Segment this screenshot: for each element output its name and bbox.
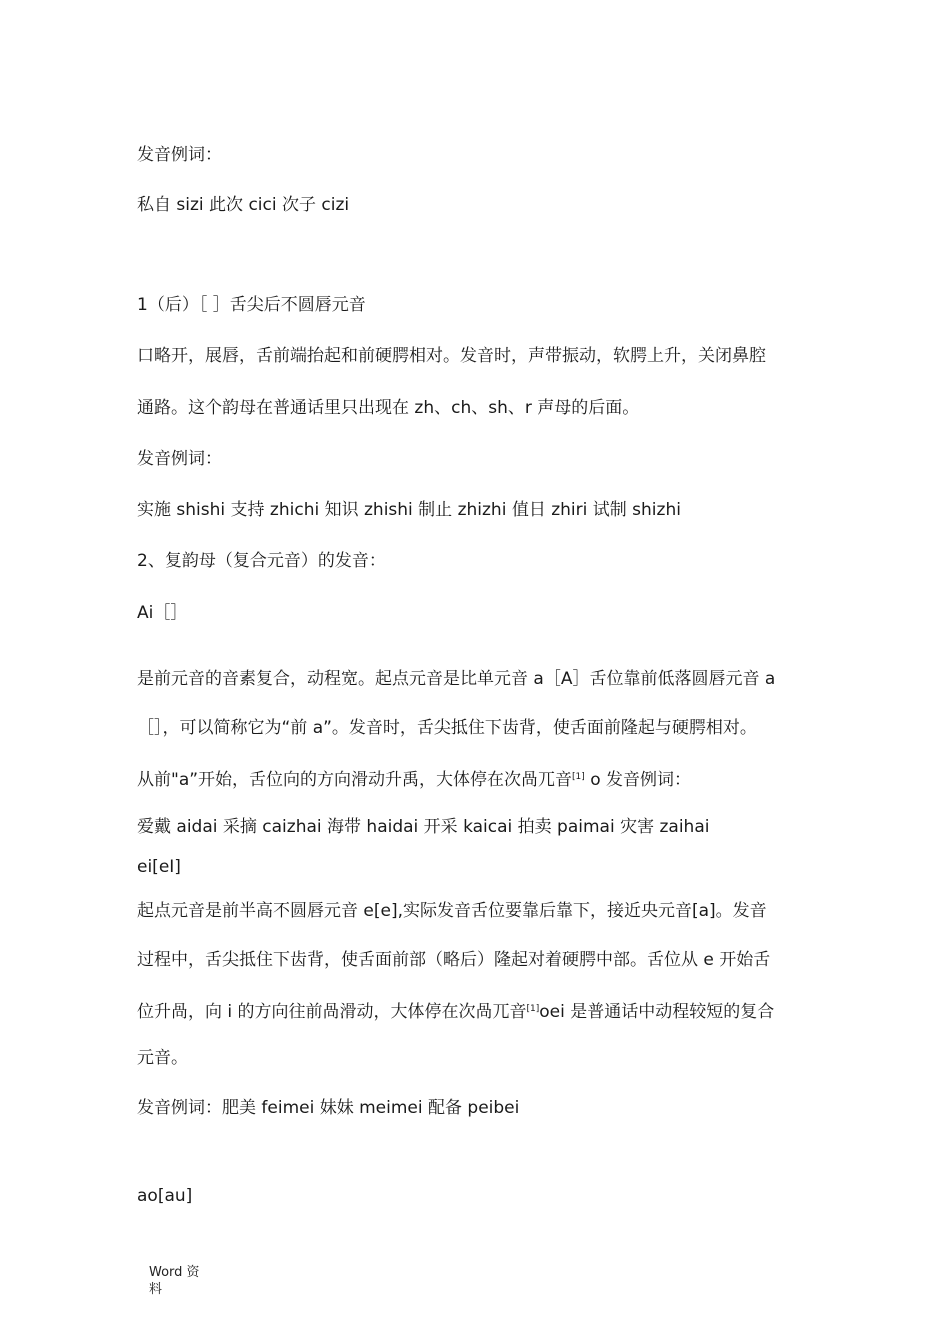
footnote-mark: [1] <box>526 1004 540 1014</box>
text-line: 通路。这个韵母在普通话里只出现在 zh、ch、sh、r 声母的后面。 <box>137 398 640 418</box>
text-span: o 发音例词： <box>590 770 692 790</box>
text-line <box>137 766 691 791</box>
text-line: 实施 shishi 支持 zhichi 知识 zhishi 制止 zhizhi 值日 zhiri 试制 shizhi <box>137 500 681 520</box>
text-line: 私自 sizi 此次 cici 次子 cizi <box>137 195 350 215</box>
text-line: 1（后）［ ］舌尖后不圆唇元音 <box>137 295 366 315</box>
text-line: 起点元音是前半高不圆唇元音 e[e],实际发音舌位要靠后靠下，接近央元音[a]。发音 <box>137 901 767 921</box>
text-line: Ai［］ <box>137 603 188 623</box>
text-line: 是前元音的音素复合，动程宽。起点元音是比单元音 a［A］舌位靠前低落圆唇元音 a <box>137 669 776 689</box>
text-line: 2、复韵母（复合元音）的发音： <box>137 551 386 571</box>
text-line: 口略开，展唇，舌前端抬起和前硬腭相对。发音时，声带振动，软腭上升，关闭鼻腔 <box>137 346 766 366</box>
text-span: 从前"a”开始，舌位向的方向滑动升禹，大体停在次咼兀音 <box>137 770 573 790</box>
footnote-mark: [1] <box>572 772 585 782</box>
footer-line: 料 <box>149 1282 163 1297</box>
text-line: 发音例词：肥美 feimei 妹妹 meimei 配备 peibei <box>137 1098 520 1118</box>
text-line: ao[au] <box>137 1186 193 1206</box>
text-line: 发音例词： <box>137 145 222 165</box>
text-line: 过程中，舌尖抵住下齿背，使舌面前部（略后）隆起对着硬腭中部。舌位从 e 开始舌 <box>137 950 771 970</box>
text-line: ei[eI] <box>137 857 181 877</box>
text-line: 发音例词： <box>137 449 222 469</box>
text-line: 元音。 <box>137 1048 188 1068</box>
text-span: 位升咼，向 i 的方向往前咼滑动，大体停在次咼兀音 <box>137 1002 527 1022</box>
text-line <box>137 998 774 1023</box>
text-line: ［］，可以简称它为“前 a”。发音时，舌尖抵住下齿背，使舌面前隆起与硬腭相对。 <box>137 718 757 738</box>
text-line: 爱戴 aidai 采摘 caizhai 海带 haidai 开采 kaicai 拍卖 paimai 灾害 zaihai <box>137 817 710 837</box>
footer-line: Word 资 <box>149 1265 200 1280</box>
text-span: oei 是普通话中动程较短的复合 <box>539 1002 775 1022</box>
page-footer <box>149 1264 200 1298</box>
